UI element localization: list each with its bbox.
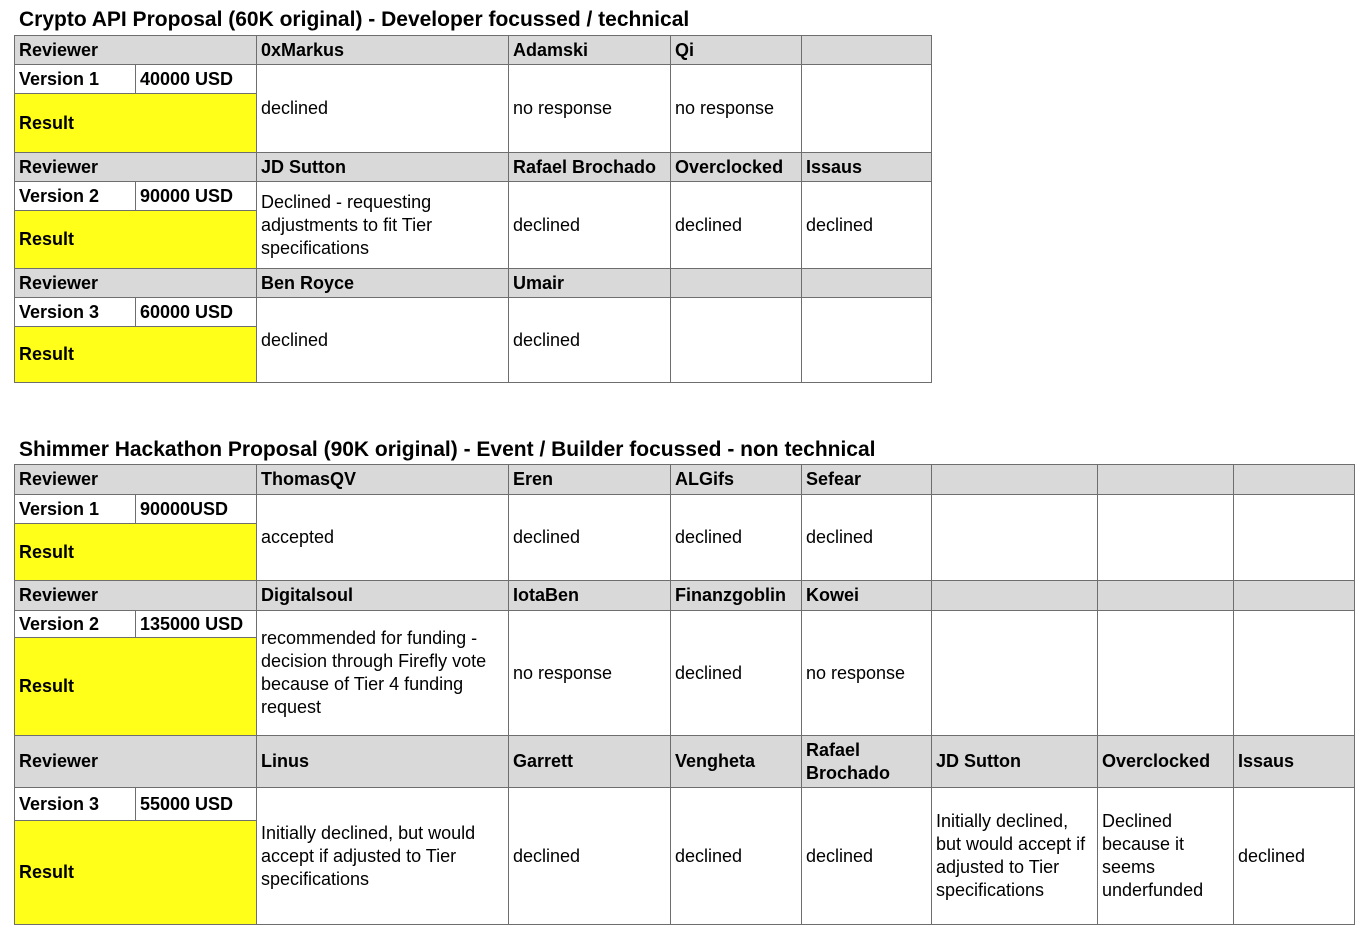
reviewer-name bbox=[1098, 581, 1234, 611]
version-amount: 40000 USD bbox=[136, 65, 257, 94]
reviewer-label: Reviewer bbox=[15, 269, 257, 298]
review-response bbox=[932, 495, 1098, 581]
reviewer-name: Rafael Brochado bbox=[802, 736, 932, 788]
reviewer-name: Finanzgoblin bbox=[671, 581, 802, 611]
reviewer-name bbox=[932, 465, 1098, 495]
review-response: Initially declined, but would accept if adjusted to Tier specifications bbox=[932, 788, 1098, 925]
reviewer-name bbox=[802, 36, 932, 65]
reviewer-name bbox=[802, 269, 932, 298]
review-response: declined bbox=[509, 298, 671, 383]
section2-title: Shimmer Hackathon Proposal (90K original) - Event / Builder focussed - non technical bbox=[19, 438, 876, 461]
version-label: Version 2 bbox=[15, 182, 136, 211]
review-response: declined bbox=[671, 611, 802, 736]
review-response: Initially declined, but would accept if adjusted to Tier specifications bbox=[257, 788, 509, 925]
review-response bbox=[932, 611, 1098, 736]
review-response bbox=[1234, 611, 1355, 736]
review-response: no response bbox=[802, 611, 932, 736]
reviewer-name: Vengheta bbox=[671, 736, 802, 788]
review-response bbox=[1098, 611, 1234, 736]
review-response: recommended for funding - decision through Firefly vote because of Tier 4 funding request bbox=[257, 611, 509, 736]
review-response: declined bbox=[802, 495, 932, 581]
review-response bbox=[802, 65, 932, 153]
review-response: no response bbox=[509, 611, 671, 736]
reviewer-name bbox=[932, 581, 1098, 611]
result-label: Result bbox=[15, 211, 257, 269]
review-response: declined bbox=[671, 788, 802, 925]
reviewer-name: Eren bbox=[509, 465, 671, 495]
reviewer-name bbox=[1234, 581, 1355, 611]
reviewer-name: Overclocked bbox=[671, 153, 802, 182]
shimmer-hackathon-table bbox=[14, 464, 1355, 925]
review-response: declined bbox=[671, 182, 802, 269]
review-response bbox=[802, 298, 932, 383]
review-response: accepted bbox=[257, 495, 509, 581]
version-label: Version 2 bbox=[15, 611, 136, 638]
result-label: Result bbox=[15, 524, 257, 581]
result-label: Result bbox=[15, 327, 257, 383]
version-amount: 60000 USD bbox=[136, 298, 257, 327]
reviewer-name: Umair bbox=[509, 269, 671, 298]
reviewer-label: Reviewer bbox=[15, 153, 257, 182]
review-response bbox=[1098, 495, 1234, 581]
review-response: declined bbox=[802, 788, 932, 925]
reviewer-name bbox=[671, 269, 802, 298]
version-amount: 135000 USD bbox=[136, 611, 257, 638]
version-label: Version 3 bbox=[15, 298, 136, 327]
review-response: declined bbox=[1234, 788, 1355, 925]
result-label: Result bbox=[15, 821, 257, 925]
review-response: Declined because it seems underfunded bbox=[1098, 788, 1234, 925]
reviewer-name: Adamski bbox=[509, 36, 671, 65]
reviewer-name: IotaBen bbox=[509, 581, 671, 611]
review-response: declined bbox=[509, 788, 671, 925]
reviewer-name: ThomasQV bbox=[257, 465, 509, 495]
reviewer-name: Kowei bbox=[802, 581, 932, 611]
review-response: declined bbox=[257, 298, 509, 383]
reviewer-label: Reviewer bbox=[15, 581, 257, 611]
version-amount: 90000USD bbox=[136, 495, 257, 524]
review-response: declined bbox=[802, 182, 932, 269]
reviewer-name: JD Sutton bbox=[257, 153, 509, 182]
reviewer-label: Reviewer bbox=[15, 36, 257, 65]
reviewer-name: Garrett bbox=[509, 736, 671, 788]
reviewer-name: Issaus bbox=[1234, 736, 1355, 788]
review-response: declined bbox=[509, 495, 671, 581]
reviewer-name: Linus bbox=[257, 736, 509, 788]
result-label: Result bbox=[15, 638, 257, 736]
reviewer-name: Qi bbox=[671, 36, 802, 65]
reviewer-name: Sefear bbox=[802, 465, 932, 495]
reviewer-name: Issaus bbox=[802, 153, 932, 182]
version-amount: 90000 USD bbox=[136, 182, 257, 211]
reviewer-name: Rafael Brochado bbox=[509, 153, 671, 182]
crypto-api-table bbox=[14, 35, 932, 383]
review-response: declined bbox=[257, 65, 509, 153]
reviewer-name: Overclocked bbox=[1098, 736, 1234, 788]
review-response: no response bbox=[671, 65, 802, 153]
review-response bbox=[671, 298, 802, 383]
reviewer-name bbox=[1234, 465, 1355, 495]
review-response: declined bbox=[509, 182, 671, 269]
reviewer-label: Reviewer bbox=[15, 465, 257, 495]
result-label: Result bbox=[15, 94, 257, 153]
reviewer-name: Digitalsoul bbox=[257, 581, 509, 611]
version-amount: 55000 USD bbox=[136, 788, 257, 821]
version-label: Version 1 bbox=[15, 65, 136, 94]
reviewer-name: 0xMarkus bbox=[257, 36, 509, 65]
reviewer-name: JD Sutton bbox=[932, 736, 1098, 788]
version-label: Version 3 bbox=[15, 788, 136, 821]
review-response bbox=[1234, 495, 1355, 581]
reviewer-label: Reviewer bbox=[15, 736, 257, 788]
review-response: declined bbox=[671, 495, 802, 581]
reviewer-name bbox=[1098, 465, 1234, 495]
review-response: no response bbox=[509, 65, 671, 153]
version-label: Version 1 bbox=[15, 495, 136, 524]
reviewer-name: Ben Royce bbox=[257, 269, 509, 298]
review-response: Declined - requesting adjustments to fit Tier specifications bbox=[257, 182, 509, 269]
reviewer-name: ALGifs bbox=[671, 465, 802, 495]
section1-title: Crypto API Proposal (60K original) - Developer focussed / technical bbox=[19, 8, 690, 31]
